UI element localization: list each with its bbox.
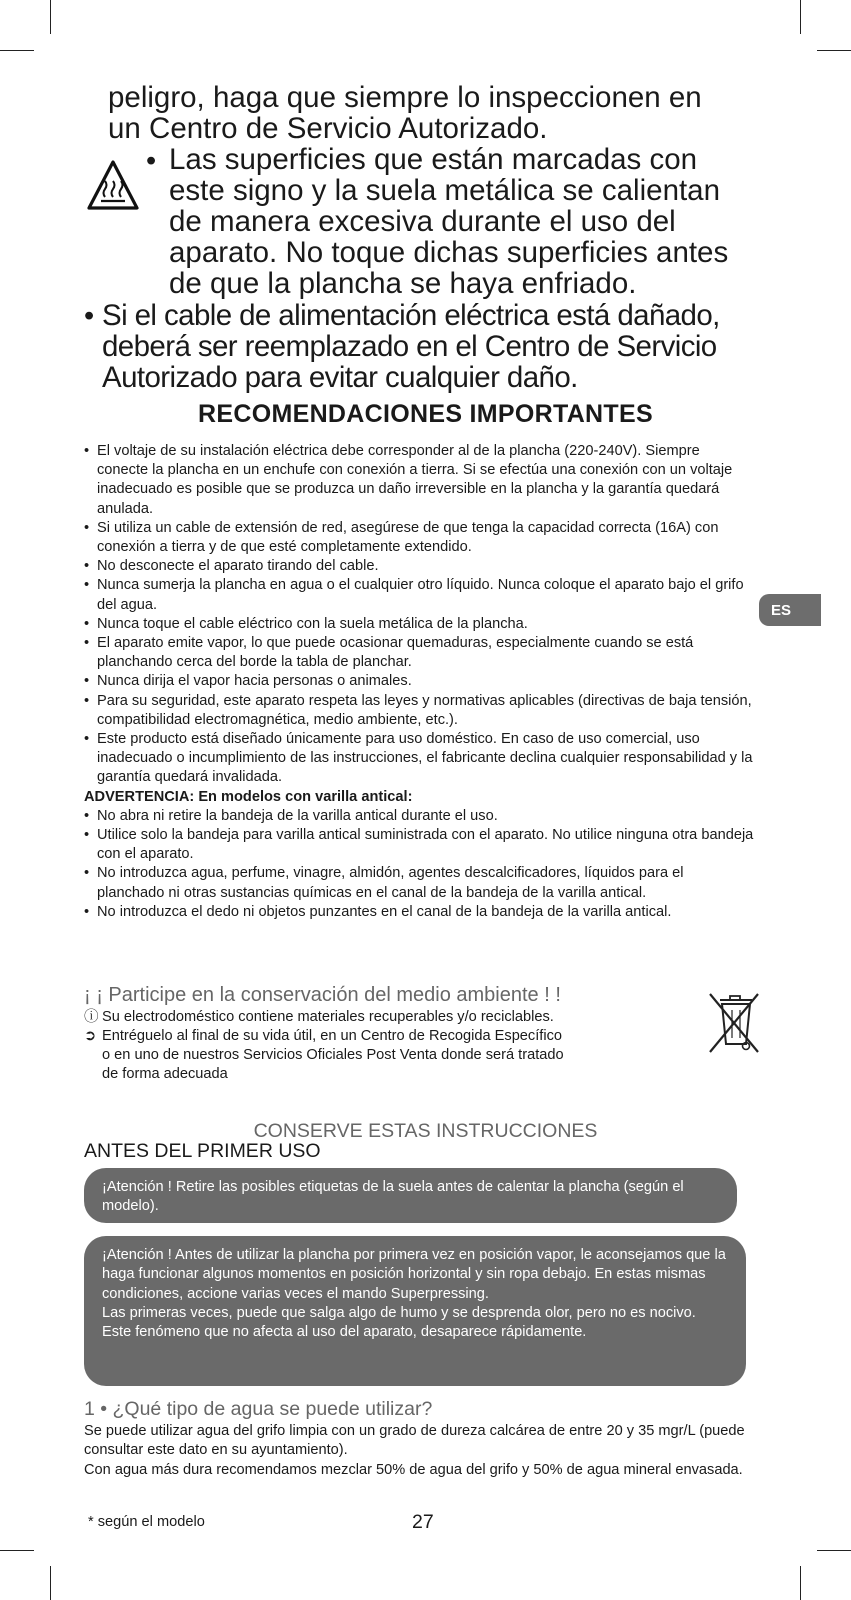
hot-surface-bullet: [169, 144, 728, 299]
info-icon: ⓘ: [84, 1009, 99, 1025]
cable-line: deberá ser reemplazado en el Centro de Servicio: [102, 330, 717, 363]
recommendations-list: [84, 442, 754, 922]
notice-text: ¡Atención ! Retire las posibles etiquetas de la suela antes de calentar la plancha (según el modelo).: [102, 1179, 684, 1215]
cable-line: Si el cable de alimentación eléctrica está dañado,: [102, 299, 720, 332]
list-item: • Para su seguridad, este aparato respeta las leyes y normativas aplicables (directivas de baja tensión, compatibilidad electromagnética, medio ambiente, etc.).: [84, 692, 754, 730]
hot-surface-line: aparato. No toque dichas superficies antes: [169, 236, 729, 269]
crop-mark: [0, 50, 34, 51]
list-item: • Nunca toque el cable eléctrico con la suela metálica de la plancha.: [84, 615, 754, 634]
language-tab: ES: [759, 594, 821, 626]
list-item: • Si utiliza un cable de extensión de red, asegúrese de que tenga la capacidad correcta (16A) con conexión a tierra y de que esté completamente extendido.: [84, 519, 754, 557]
list-item: • El voltaje de su instalación eléctrica debe corresponder al de la plancha (220-240V). Siempre conecte la plancha en un enchufe con conexión a tierra. Si se efectúa una conexión con un voltaje inadecuado es posible que se produzca un daño irreversible en la plancha y la garantía quedará anulada.: [84, 442, 754, 519]
crop-mark: [50, 0, 51, 34]
conserve-instructions: CONSERVE ESTAS INSTRUCCIONES: [253, 1120, 598, 1142]
environment-text: de forma adecuada: [102, 1066, 228, 1082]
environment-line: [84, 1027, 562, 1046]
list-item: • Este producto está diseñado únicamente para uso doméstico. En caso de uso comercial, uso inadecuado o incumplimiento de las instrucciones, el fabricante declina cualquier responsabilidad y la garantía quedará invalidada.: [84, 730, 754, 788]
intro-line: peligro, haga que siempre lo inspeccionen en: [108, 81, 702, 114]
hot-surface-line: este signo y la suela metálica se calientan: [169, 174, 720, 207]
environment-text: Su electrodoméstico contiene materiales recuperables y/o reciclables.: [102, 1009, 554, 1025]
water-question: 1 • ¿Qué tipo de agua se puede utilizar?: [84, 1398, 433, 1420]
notice-box: [84, 1236, 746, 1386]
list-item: • Nunca sumerja la plancha en agua o el cualquier otro líquido. Nunca coloque el aparato bajo el grifo del agua.: [84, 576, 754, 614]
notice-text: ¡Atención ! Antes de utilizar la plancha por primera vez en posición vapor, le aconsejamos que la haga funcionar algunos momentos en posición horizontal y sin ropa debajo. En estas mismas condiciones, accione varias veces el mando Superpressing.: [102, 1247, 726, 1302]
crop-mark: [800, 1566, 801, 1600]
water-text: [84, 1422, 764, 1480]
crop-mark: [50, 1566, 51, 1600]
bullet-dot: •: [146, 145, 157, 177]
section-heading: RECOMENDACIONES IMPORTANTES: [198, 400, 653, 428]
footnote: * según el modelo: [88, 1514, 205, 1530]
hot-surface-line: de que la plancha se haya enfriado.: [169, 267, 637, 300]
bullet-dot: •: [84, 300, 95, 332]
page-number: 27: [412, 1511, 434, 1533]
water-paragraph: Con agua más dura recomendamos mezclar 50% de agua del grifo y 50% de agua mineral envasada.: [84, 1461, 743, 1478]
intro-line: un Centro de Servicio Autorizado.: [108, 112, 548, 145]
list-item: • Utilice solo la bandeja para varilla antical suministrada con el aparato. No utilice ninguna otra bandeja con el aparato.: [84, 826, 754, 864]
environment-text: o en uno de nuestros Servicios Oficiales Post Venta donde será tratado: [102, 1047, 564, 1063]
list-item: • No desconecte el aparato tirando del cable.: [84, 557, 754, 576]
notice-box: [84, 1168, 737, 1223]
intro-text: [108, 82, 702, 144]
hot-surface-line: Las superficies que están marcadas con: [169, 143, 698, 176]
list-item: • No introduzca el dedo ni objetos punzantes en el canal de la bandeja de la varilla antical.: [84, 903, 754, 922]
environment-text: Entréguelo al final de su vida útil, en un Centro de Recogida Específico: [102, 1028, 562, 1044]
cable-bullet: [102, 300, 720, 393]
crop-mark: [817, 50, 851, 51]
environment-line: [84, 1008, 554, 1027]
arrow-icon: ➲: [84, 1028, 97, 1044]
warning-heading: ADVERTENCIA: En modelos con varilla antical:: [84, 788, 413, 805]
cable-line: Autorizado para evitar cualquier daño.: [102, 361, 578, 394]
notice-text: Las primeras veces, puede que salga algo de humo y se desprenda olor, pero no es nocivo.: [102, 1304, 696, 1321]
list-item: • No introduzca agua, perfume, vinagre, almidón, agentes descalcificadores, líquidos para el planchado ni otras sustancias químicas en el canal de la bandeja de la varilla antical.: [84, 864, 754, 902]
environment-title: ¡ ¡ Participe en la conservación del medio ambiente ! !: [84, 984, 561, 1006]
crossed-bin-icon: [706, 990, 762, 1056]
list-item: • El aparato emite vapor, lo que puede ocasionar quemaduras, especialmente cuando se está planchando cerca del borde la tabla de planchar.: [84, 634, 754, 672]
crop-mark: [817, 1550, 851, 1551]
list-item: • No abra ni retire la bandeja de la varilla antical durante el uso.: [84, 807, 754, 826]
hot-surface-line: de manera excesiva durante el uso del: [169, 205, 676, 238]
water-paragraph: Se puede utilizar agua del grifo limpia con un grado de dureza calcárea de entre 20 y 35 mgr/L (puede consultar este dato en su ayuntamiento).: [84, 1423, 745, 1459]
list-item: • Nunca dirija el vapor hacia personas o animales.: [84, 672, 754, 691]
crop-mark: [0, 1550, 34, 1551]
crop-mark: [800, 0, 801, 34]
notice-text: Este fenómeno que no afecta al uso del aparato, desaparece rápidamente.: [102, 1324, 587, 1341]
before-first-use-title: ANTES DEL PRIMER USO: [84, 1140, 321, 1162]
hot-surface-warning-icon: [86, 159, 140, 211]
